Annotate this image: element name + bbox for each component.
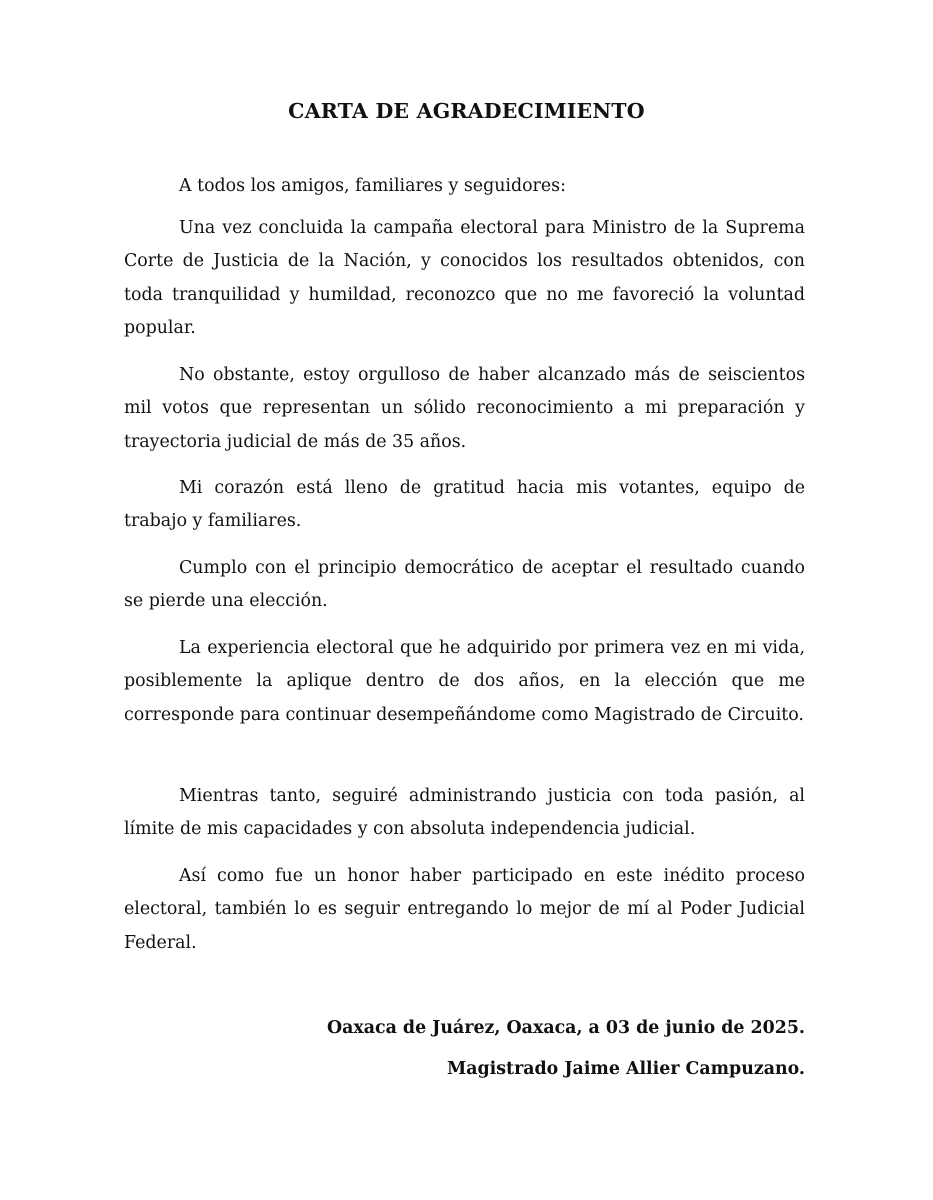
salutation: A todos los amigos, familiares y seguidores:	[179, 176, 566, 196]
paragraph-6: Mientras tanto, seguiré administrando justicia con toda pasión, al límite de mis capacidades y con absoluta independencia judicial.	[124, 786, 805, 840]
paragraph-1: Una vez concluida la campaña electoral para Ministro de la Suprema Corte de Justicia de la Nación, y conocidos los resultados obtenidos, con toda tranquilidad y humildad, reconozco que no me favoreció la voluntad popular.	[124, 218, 805, 339]
paragraph-7: Así como fue un honor haber participado en este inédito proceso electoral, también lo es seguir entregando lo mejor de mí al Poder Judicial Federal.	[124, 866, 805, 953]
paragraph-5: La experiencia electoral que he adquirido por primera vez en mi vida, posiblemente la aplique dentro de dos años, en la elección que me corresponde para continuar desempeñándome como Magistrado de Circuito.	[124, 638, 805, 725]
paragraph-3: Mi corazón está lleno de gratitud hacia mis votantes, equipo de trabajo y familiares.	[124, 478, 805, 532]
paragraph-2: No obstante, estoy orgulloso de haber alcanzado más de seiscientos mil votos que representan un sólido reconocimiento a mi preparación y trayectoria judicial de más de 35 años.	[124, 365, 805, 452]
paragraph-4: Cumplo con el principio democrático de aceptar el resultado cuando se pierde una elección.	[124, 558, 805, 612]
letter-title: CARTA DE AGRADECIMIENTO	[288, 99, 645, 123]
place-date: Oaxaca de Juárez, Oaxaca, a 03 de junio de 2025.	[326, 1018, 805, 1038]
signature-line: Magistrado Jaime Allier Campuzano.	[446, 1059, 805, 1079]
